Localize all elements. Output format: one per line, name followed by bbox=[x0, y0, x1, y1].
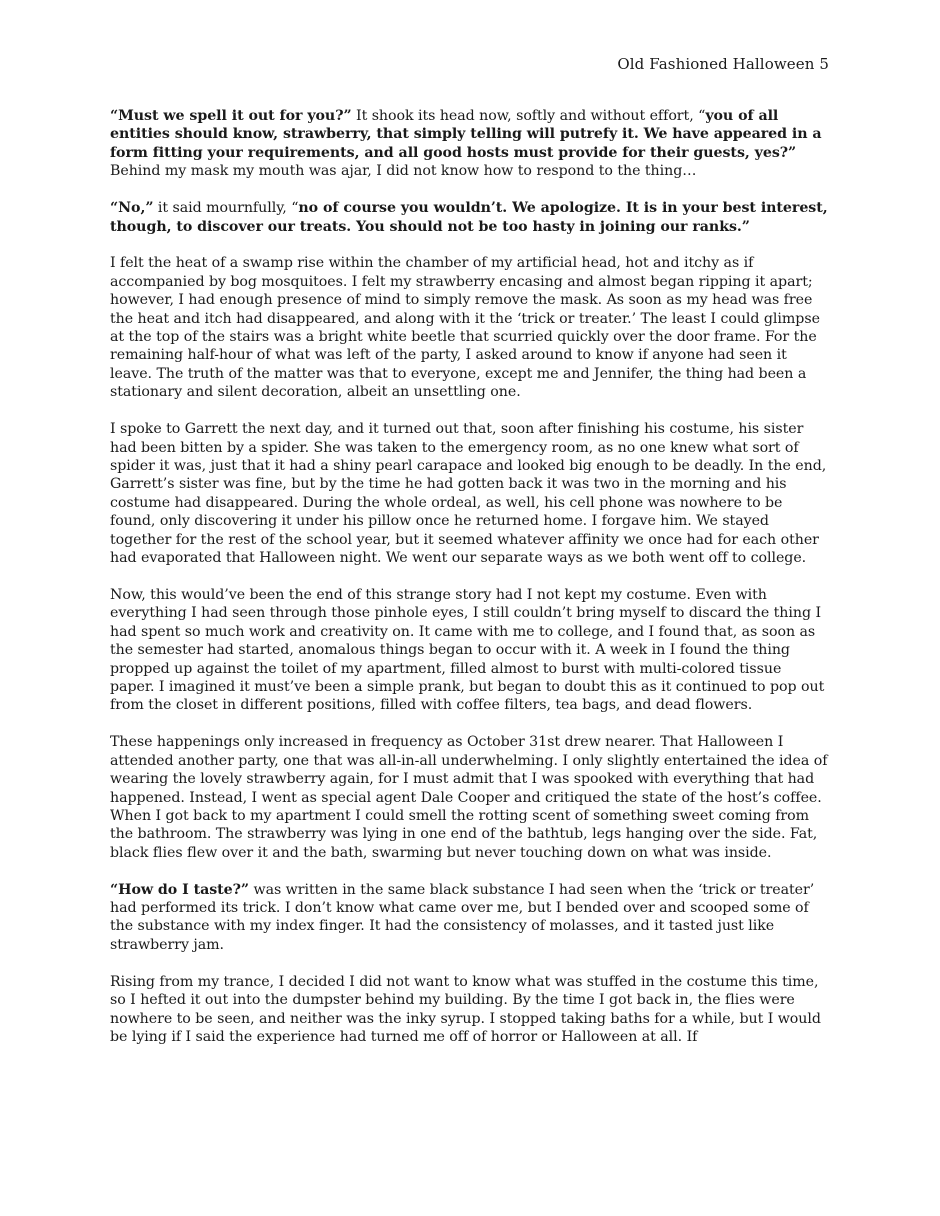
paragraph-7 bbox=[110, 881, 830, 955]
dialogue-bold: “How do I taste?” bbox=[110, 881, 250, 898]
dialogue-bold: you of all entities should know, strawberry, that simply telling will putrefy it. We have appeared in a form fitting your requirements, and all good hosts must provide for their guests, yes?” bbox=[110, 108, 822, 161]
running-header bbox=[617, 55, 829, 73]
paragraph-6 bbox=[110, 733, 830, 862]
paragraph-5 bbox=[110, 586, 830, 715]
narration-text: Behind my mask my mouth was ajar, I did not know how to respond to the thing… bbox=[110, 163, 697, 180]
narration-text: It shook its head now, softly and without effort, “ bbox=[351, 108, 706, 124]
narration-text: Now, this would’ve been the end of this strange story had I not kept my costume. Even with everything I had seen through those pinhole eyes, I still couldn’t bring myself to discard the thing I had spent so much work and creativity on. It came with me to college, and I found that, as soon as the semester had started, anomalous things began to occur with it. A week in I found the thing propped up against the toilet of my apartment, filled almost to burst with multi-colored tissue paper. I imagined it must’ve been a simple prank, but began to doubt this as it continued to pop out from the closet in different positions, filled with coffee filters, tea bags, and dead flowers. bbox=[110, 586, 825, 714]
document-body bbox=[110, 107, 830, 1065]
paragraph-8 bbox=[110, 973, 830, 1047]
narration-text: it said mournfully, “ bbox=[153, 200, 299, 217]
dialogue-bold: no of course you wouldn’t. We apologize. It is in your best interest, though, to discover our treats. You should not be too hasty in joining our ranks.” bbox=[110, 200, 828, 235]
narration-text: was written in the same black substance I had seen when the ‘trick or treater’ had performed its trick. I don’t know what came over me, but I bended over and scooped some of the substance with my index finger. It had the consistency of molasses, and it tasted just like strawberry jam. bbox=[110, 881, 815, 953]
dialogue-bold: “No,” bbox=[110, 200, 154, 217]
narration-text: Rising from my trance, I decided I did not want to know what was stuffed in the costume this time, so I hefted it out into the dumpster behind my building. By the time I got back in, the flies were nowhere to be seen, and neither was the inky syrup. I stopped taking baths for a while, but I would be lying if I said the experience had turned me off of horror or Halloween at all. If bbox=[110, 973, 821, 1045]
narration-text: I felt the heat of a swamp rise within the chamber of my artificial head, hot and itchy as if accompanied by bog mosquitoes. I felt my strawberry encasing and almost began ripping it apart; however, I had enough presence of mind to simply remove the mask. As soon as my head was free the heat and itch had disappeared, and along with it the ‘trick or treater.’ The least I could glimpse at the top of the stairs was a bright white beetle that scurried quickly over the door frame. For the remaining half-hour of what was left of the party, I asked around to know if anyone had seen it leave. The truth of the matter was that to everyone, except me and Jennifer, the thing had been a stationary and silent decoration, albeit an unsettling one. bbox=[110, 255, 820, 401]
paragraph-1 bbox=[110, 107, 830, 181]
narration-text: These happenings only increased in frequency as October 31st drew nearer. That Halloween I attended another party, one that was all-in-all underwhelming. I only slightly entertained the idea of wearing the lovely strawberry again, for I must admit that I was spooked with everything that had happened. Instead, I went as special agent Dale Cooper and critiqued the state of the host’s coffee. When I got back to my apartment I could smell the rotting scent of something sweet coming from the bathroom. The strawberry was lying in one end of the bathtub, legs hanging over the side. Fat, black flies flew over it and the bath, swarming but never touching down on what was inside. bbox=[110, 734, 828, 861]
paragraph-4 bbox=[110, 420, 830, 567]
paragraph-3 bbox=[110, 254, 830, 401]
narration-text: I spoke to Garrett the next day, and it turned out that, soon after finishing his costume, his sister had been bitten by a spider. She was taken to the emergency room, as no one knew what sort of spider it was, just that it had a shiny pearl carapace and looked big enough to be deadly. In the end, Garrett’s sister was fine, but by the time he had gotten back it was two in the morning and his costume had disappeared. During the whole ordeal, as well, his cell phone was nowhere to be found, only discovering it under his pillow once he returned home. I forgave him. We stayed together for the rest of the school year, but it seemed whatever affinity we once had for each other had evaporated that Halloween night. We went our separate ways as we both went off to college. bbox=[110, 421, 827, 567]
running-title: Old Fashioned Halloween 5 bbox=[617, 55, 829, 73]
dialogue-bold: “Must we spell it out for you?” bbox=[110, 108, 352, 124]
paragraph-2 bbox=[110, 199, 830, 236]
